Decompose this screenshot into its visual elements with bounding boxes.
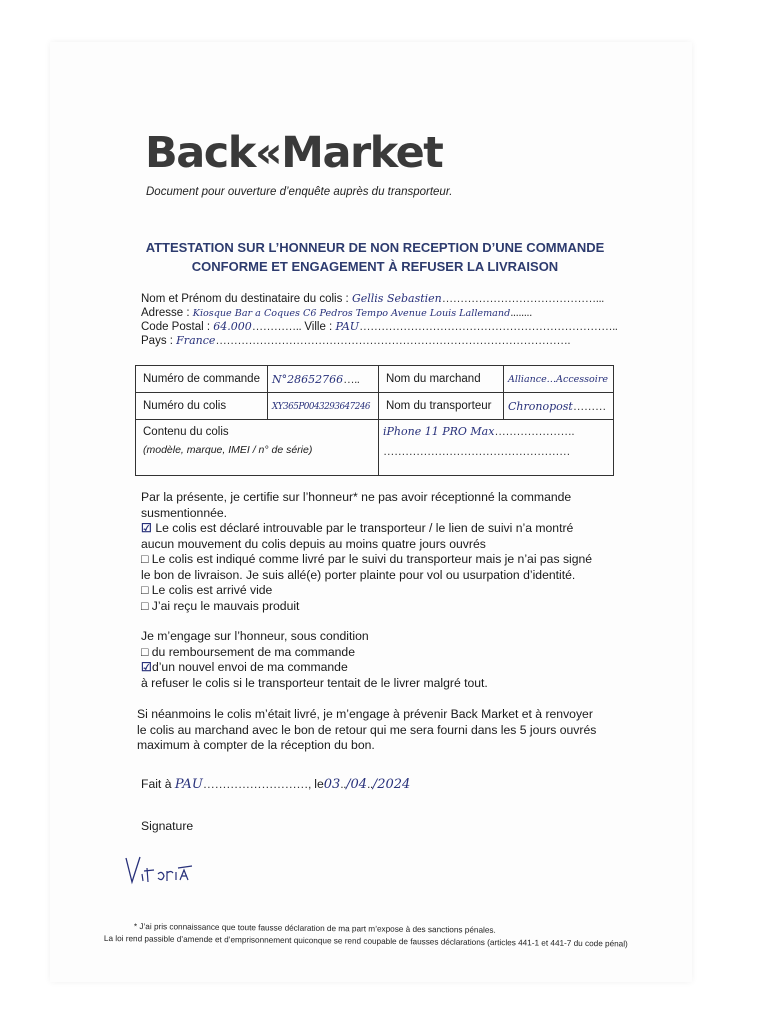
- return-note-line-2: le colis au marchand avec le bon de retour qui me sera fourni dans les 5 jours ouvrés: [137, 722, 597, 737]
- order-number-cell: [267, 366, 378, 393]
- table-row: [136, 393, 614, 420]
- document-tagline: Document pour ouverture d’enquête auprès du transporteur.: [146, 186, 453, 198]
- table-row: [136, 366, 614, 393]
- content-label: Contenu du colis: [143, 426, 229, 438]
- handwritten-signature: [112, 852, 202, 892]
- dotted-leader: ………………………,: [202, 777, 311, 791]
- place-value: PAU: [174, 777, 203, 792]
- option-wrong-product-text: J’ai reçu le mauvais produit: [151, 598, 300, 613]
- postal-code-label: Code Postal :: [141, 321, 211, 333]
- return-note-line-1: Si néanmoins le colis m’était livré, je m’engage à prévenir Back Market et à renvoyer: [137, 707, 593, 721]
- unchecked-box-icon: □: [141, 598, 149, 613]
- certification-intro-1: Par la présente, je certifie sur l’honneur* ne pas avoir réceptionné la commande: [141, 490, 572, 504]
- option-empty-parcel-text: Le colis est arrivé vide: [151, 583, 273, 597]
- recipient-name-label: Nom et Prénom du destinataire du colis :: [141, 293, 349, 305]
- dotted-leader: ..: [367, 777, 373, 791]
- certification-intro-2: susmentionnée.: [141, 505, 228, 520]
- place-date-row: Fait à PAU………………………, le03../04../2024: [141, 777, 411, 792]
- return-note-line-3: maximum à compter de la réception du bon.: [137, 738, 375, 752]
- option-reshipment: [141, 660, 488, 676]
- dotted-leader: ……………………………………………: [382, 446, 570, 458]
- dotted-leader: …..: [343, 373, 360, 386]
- backmarket-logo: Back«Market: [145, 128, 443, 178]
- carrier-name-value: Chronopost: [507, 399, 573, 413]
- option-lost-parcel-cont: aucun mouvement du colis depuis au moins quatre jours ouvrés: [141, 536, 486, 551]
- unchecked-box-icon: □: [141, 552, 149, 566]
- option-lost-parcel-text: Le colis est déclaré introuvable par le transporteur / le lien de suivi n’a montré: [155, 521, 574, 535]
- table-row: [136, 420, 614, 476]
- content-label-cell: [136, 420, 379, 476]
- dotted-leader: ..: [340, 777, 347, 791]
- content-value: iPhone 11 PRO Max: [382, 425, 495, 438]
- dotted-leader: ……………………………………...: [441, 293, 604, 305]
- date-year: 2024: [377, 777, 411, 792]
- merchant-name-value: Alliance…Accessoire: [507, 374, 608, 385]
- engagement-section: [141, 629, 488, 691]
- footnote-legal: La loi rend passible d’amende et d’emprisonnement quiconque se rend coupable de fausses déclarations (articles 441-1 et 441-7 du code pénal): [103, 934, 628, 949]
- engagement-conclusion: à refuser le colis si le transporteur tentait de le livrer malgré tout.: [141, 675, 488, 690]
- option-marked-delivered-cont: le bon de livraison. Je suis allé(e) porter plainte pour vol ou usurpation d’identité.: [141, 567, 576, 582]
- date-month: 04: [350, 777, 368, 792]
- option-lost-parcel: [141, 521, 592, 537]
- recipient-address-value: Kiosque Bar a Coques C6 Pedros Tempo Avenue Louis Lallemand: [192, 308, 511, 319]
- dotted-leader: ……………………………………………………………..: [359, 321, 618, 333]
- city-value: PAU: [335, 320, 360, 333]
- dotted-leader: …………..: [251, 321, 302, 333]
- recipient-name-row: [141, 292, 604, 306]
- engagement-intro: Je m’engage sur l’honneur, sous condition: [141, 629, 369, 643]
- order-number-value: N°28652766: [271, 372, 344, 386]
- signature-label: Signature: [141, 819, 194, 833]
- return-note: [137, 707, 596, 754]
- title-line-2: CONFORME ET ENGAGEMENT À REFUSER LA LIVRAISON: [191, 259, 559, 274]
- order-info-table: [135, 365, 614, 476]
- carrier-name-cell: [503, 393, 613, 420]
- option-wrong-product: [141, 599, 592, 615]
- recipient-address-row: [141, 306, 532, 321]
- dotted-leader: …………………………………………………………………………………….: [215, 335, 571, 347]
- unchecked-box-icon: □: [141, 644, 149, 659]
- carrier-name-label: Nom du transporteur: [378, 393, 503, 420]
- certification-section: [141, 490, 592, 614]
- parcel-number-label: Numéro du colis: [136, 393, 268, 420]
- footnote-declaration: * J’ai pris connaissance que toute fausse déclaration de ma part m’expose à des sanctions pénales.: [133, 922, 496, 935]
- option-empty-parcel: [141, 583, 592, 599]
- option-refund: [141, 645, 488, 661]
- recipient-address-label: Adresse :: [141, 307, 190, 319]
- parcel-number-value: XY365P0043293647246: [271, 402, 371, 412]
- unchecked-box-icon: □: [141, 583, 149, 597]
- country-value: France: [176, 334, 216, 347]
- postal-code-value: 64.000: [213, 320, 252, 333]
- content-sublabel: (modèle, marque, IMEI / n° de série): [143, 444, 313, 456]
- place-label: Fait à: [141, 777, 172, 791]
- option-marked-delivered: [141, 552, 592, 568]
- option-marked-delivered-text: Le colis est indiqué comme livré par le suivi du transporteur mais je n’ai pas signé: [151, 552, 593, 566]
- parcel-number-cell: [267, 393, 378, 420]
- date-day: 03: [323, 777, 341, 792]
- dotted-leader: ………: [572, 400, 606, 413]
- recipient-name-value: Gellis Sebastien: [351, 292, 442, 305]
- order-number-label: Numéro de commande: [136, 366, 268, 393]
- recipient-country-row: [141, 334, 570, 348]
- dotted-leader: ………………….: [494, 426, 575, 438]
- country-label: Pays :: [141, 335, 173, 347]
- option-refund-text: du remboursement de ma commande: [151, 644, 355, 659]
- recipient-postal-row: [141, 320, 617, 334]
- document-title: [140, 238, 610, 276]
- title-line-1: ATTESTATION SUR L’HONNEUR DE NON RECEPTION D’UNE COMMANDE: [145, 240, 605, 255]
- content-value-cell: [378, 420, 613, 476]
- city-label: Ville :: [304, 321, 333, 333]
- checked-box-icon: ☑: [141, 660, 152, 674]
- dotted-leader: ........: [510, 307, 532, 319]
- checked-box-icon: ☑: [141, 521, 152, 535]
- date-label: le: [314, 777, 324, 791]
- merchant-name-cell: [503, 366, 613, 393]
- option-reshipment-text: d’un nouvel envoi de ma commande: [151, 660, 348, 674]
- merchant-name-label: Nom du marchand: [378, 366, 503, 393]
